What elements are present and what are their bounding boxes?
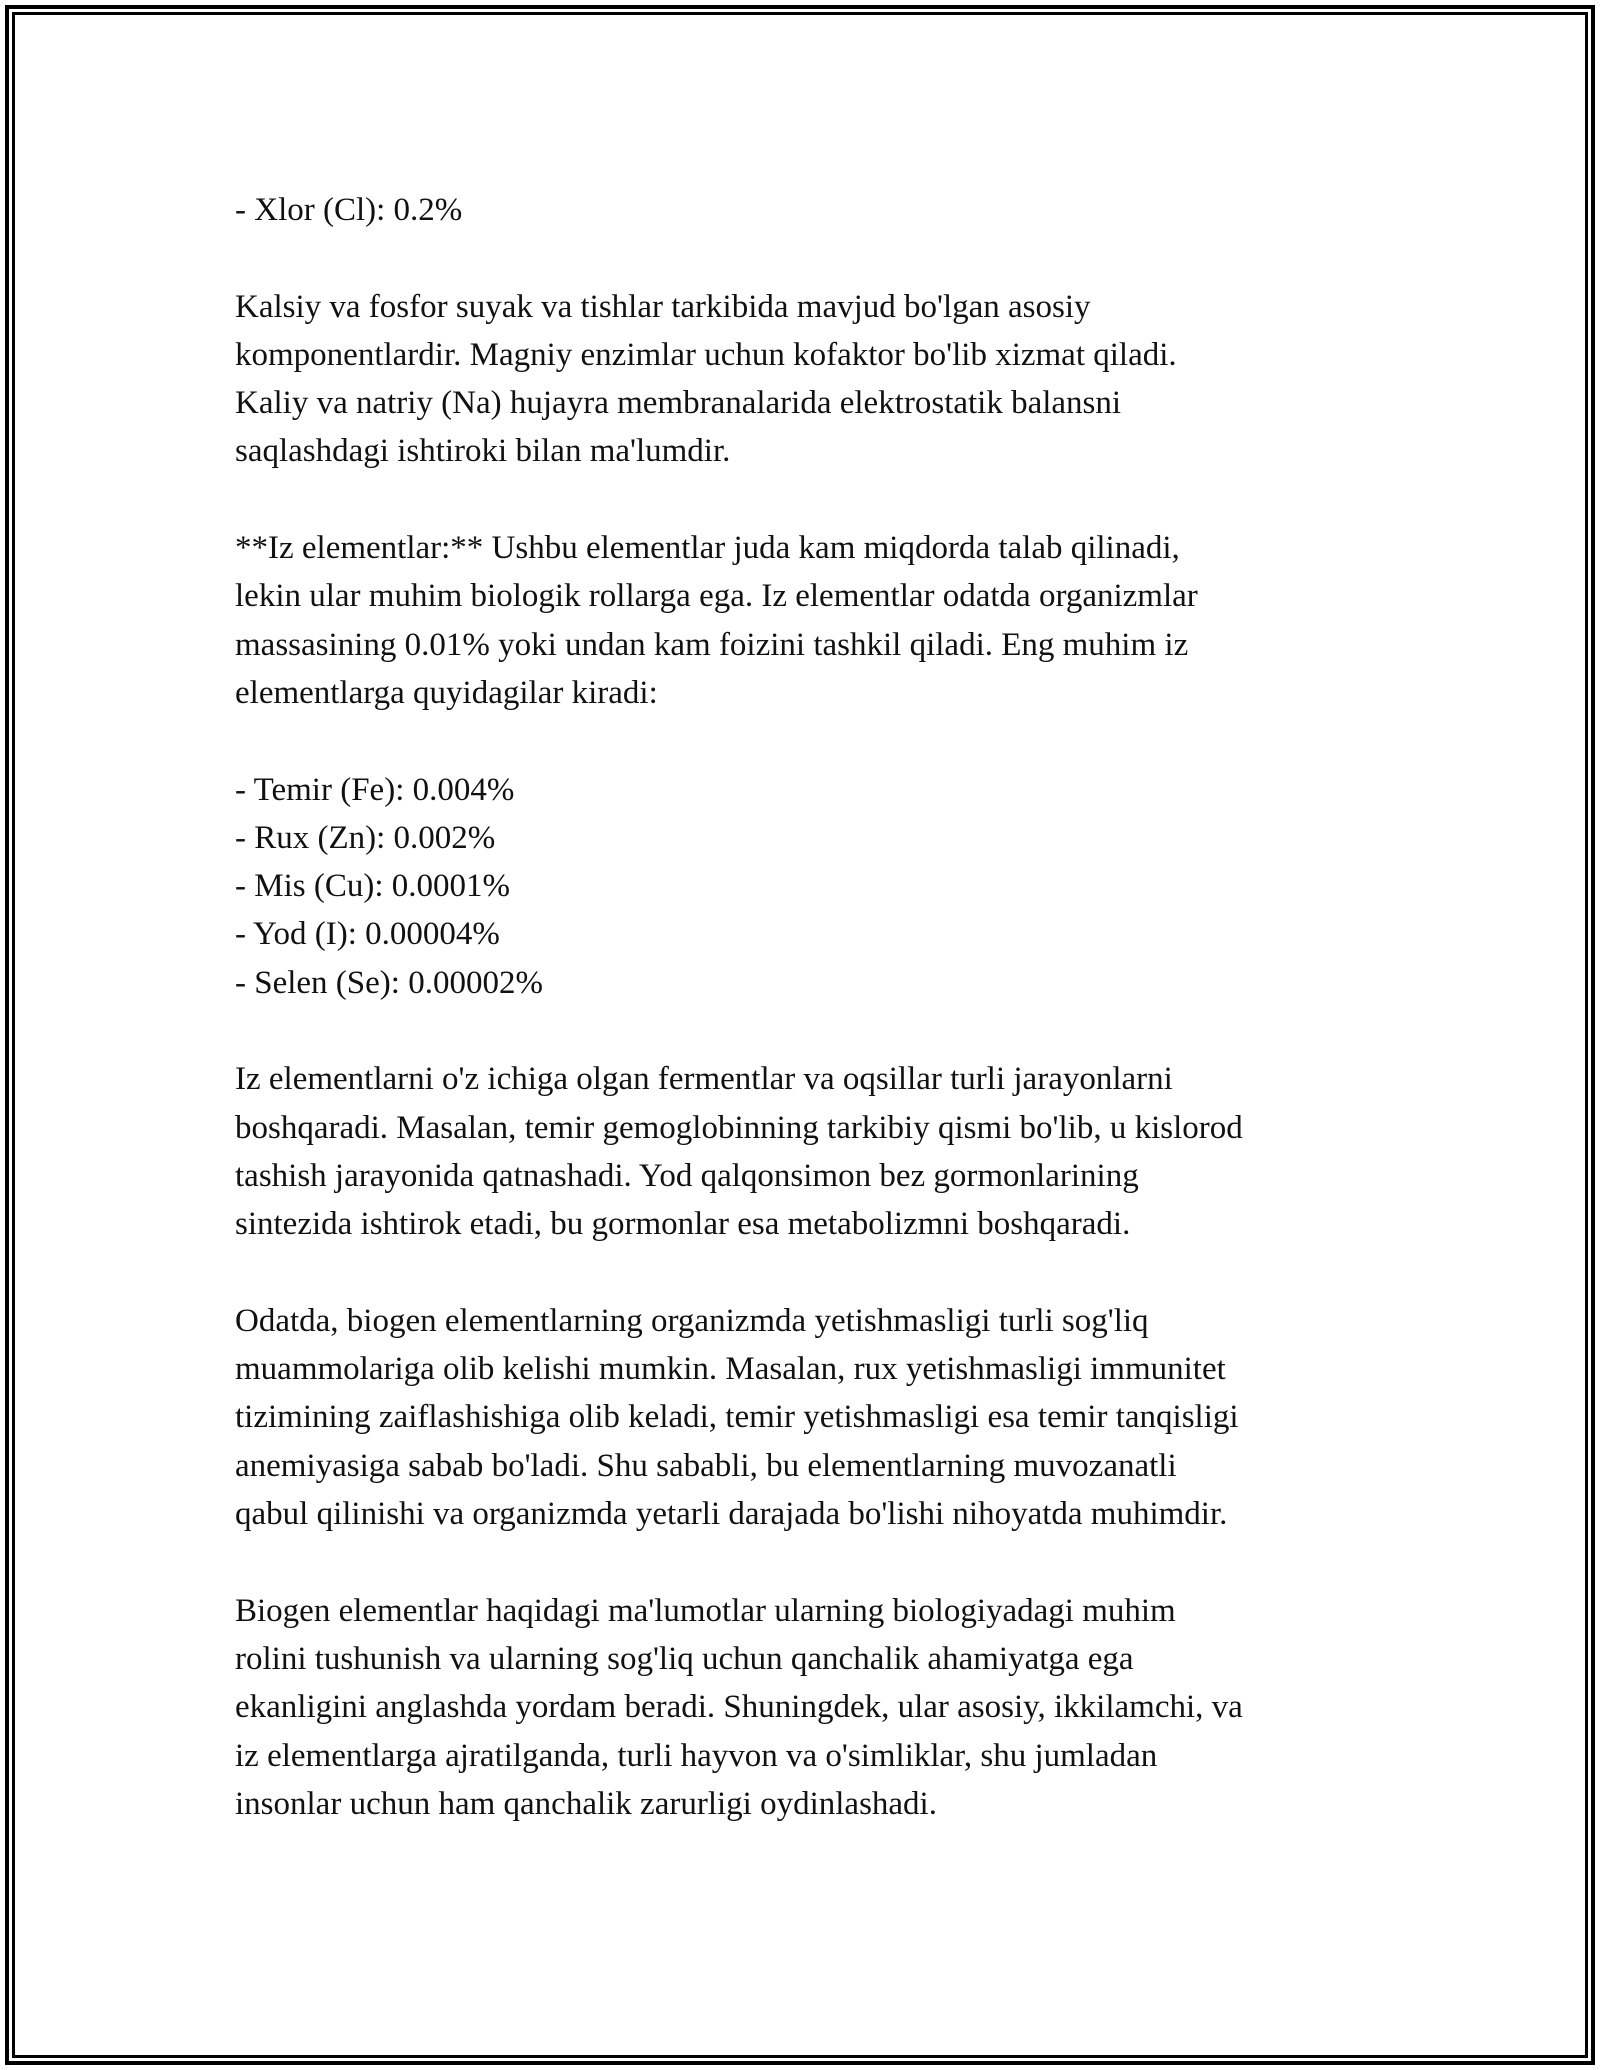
- text-line: tashish jarayonida qatnashadi. Yod qalqonsimon bez gormonlarining: [235, 1157, 1139, 1194]
- text-line: qabul qilinishi va organizmda yetarli darajada bo'lishi nihoyatda muhimdir.: [235, 1496, 1228, 1533]
- paragraph-gap: [235, 1538, 1375, 1586]
- list-item: - Temir (Fe): 0.004%: [235, 771, 515, 808]
- text-line: Kaliy va natriy (Na) hujayra membranalarida elektrostatik balansni: [235, 385, 1122, 422]
- text-line: Kalsiy va fosfor suyak va tishlar tarkibida mavjud bo'lgan asosiy: [235, 288, 1091, 325]
- paragraph-gap: [235, 1249, 1375, 1297]
- text-line: komponentlardir. Magniy enzimlar uchun kofaktor bo'lib xizmat qiladi.: [235, 336, 1177, 373]
- text-line: saqlashdagi ishtiroki bilan ma'lumdir.: [235, 433, 731, 470]
- list-item: - Mis (Cu): 0.0001%: [235, 868, 510, 905]
- list-item: - Yod (I): 0.00004%: [235, 916, 500, 953]
- text-line: Iz elementlarni o'z ichiga olgan fermentlar va oqsillar turli jarayonlarni: [235, 1061, 1173, 1098]
- text-line: sintezida ishtirok etadi, bu gormonlar esa metabolizmni boshqaradi.: [235, 1206, 1131, 1243]
- text-line: muammolariga olib kelishi mumkin. Masalan, rux yetishmasligi immunitet: [235, 1351, 1226, 1388]
- text-line: elementlarga quyidagilar kiradi:: [235, 674, 658, 711]
- list-item: - Selen (Se): 0.00002%: [235, 964, 543, 1001]
- text-line: lekin ular muhim biologik rollarga ega. Iz elementlar odatda organizmlar: [235, 578, 1198, 615]
- text-line: Odatda, biogen elementlarning organizmda yetishmasligi turli sog'liq: [235, 1302, 1149, 1339]
- text-line: tizimining zaiflashishiga olib keladi, temir yetishmasligi esa temir tanqisligi: [235, 1399, 1239, 1436]
- paragraph-gap: [235, 234, 1375, 282]
- paragraph-gap: [235, 1007, 1375, 1055]
- document-body: [235, 186, 1375, 1828]
- paragraph-gap: [235, 717, 1375, 765]
- text-line: - Xlor (Cl): 0.2%: [235, 192, 463, 228]
- text-line: insonlar uchun ham qanchalik zarurligi oydinlashadi.: [235, 1785, 937, 1822]
- list-item: - Rux (Zn): 0.002%: [235, 819, 496, 856]
- text-line: Biogen elementlar haqidagi ma'lumotlar ularning biologiyadagi muhim: [235, 1592, 1176, 1629]
- text-line: boshqaradi. Masalan, temir gemoglobinning tarkibiy qismi bo'lib, u kislorod: [235, 1109, 1243, 1146]
- paragraph-gap: [235, 476, 1375, 524]
- text-line: massasining 0.01% yoki undan kam foizini tashkil qiladi. Eng muhim iz: [235, 626, 1189, 663]
- text-line: anemiyasiga sabab bo'ladi. Shu sababli, bu elementlarning muvozanatli: [235, 1447, 1177, 1484]
- text-line: iz elementlarga ajratilganda, turli hayvon va o'simliklar, shu jumladan: [235, 1737, 1158, 1774]
- text-line: **Iz elementlar:** Ushbu elementlar juda kam miqdorda talab qilinadi,: [235, 530, 1180, 567]
- text-line: rolini tushunish va ularning sog'liq uchun qanchalik ahamiyatga ega: [235, 1640, 1134, 1677]
- text-line: ekanligini anglashda yordam beradi. Shuningdek, ular asosiy, ikkilamchi, va: [235, 1689, 1243, 1726]
